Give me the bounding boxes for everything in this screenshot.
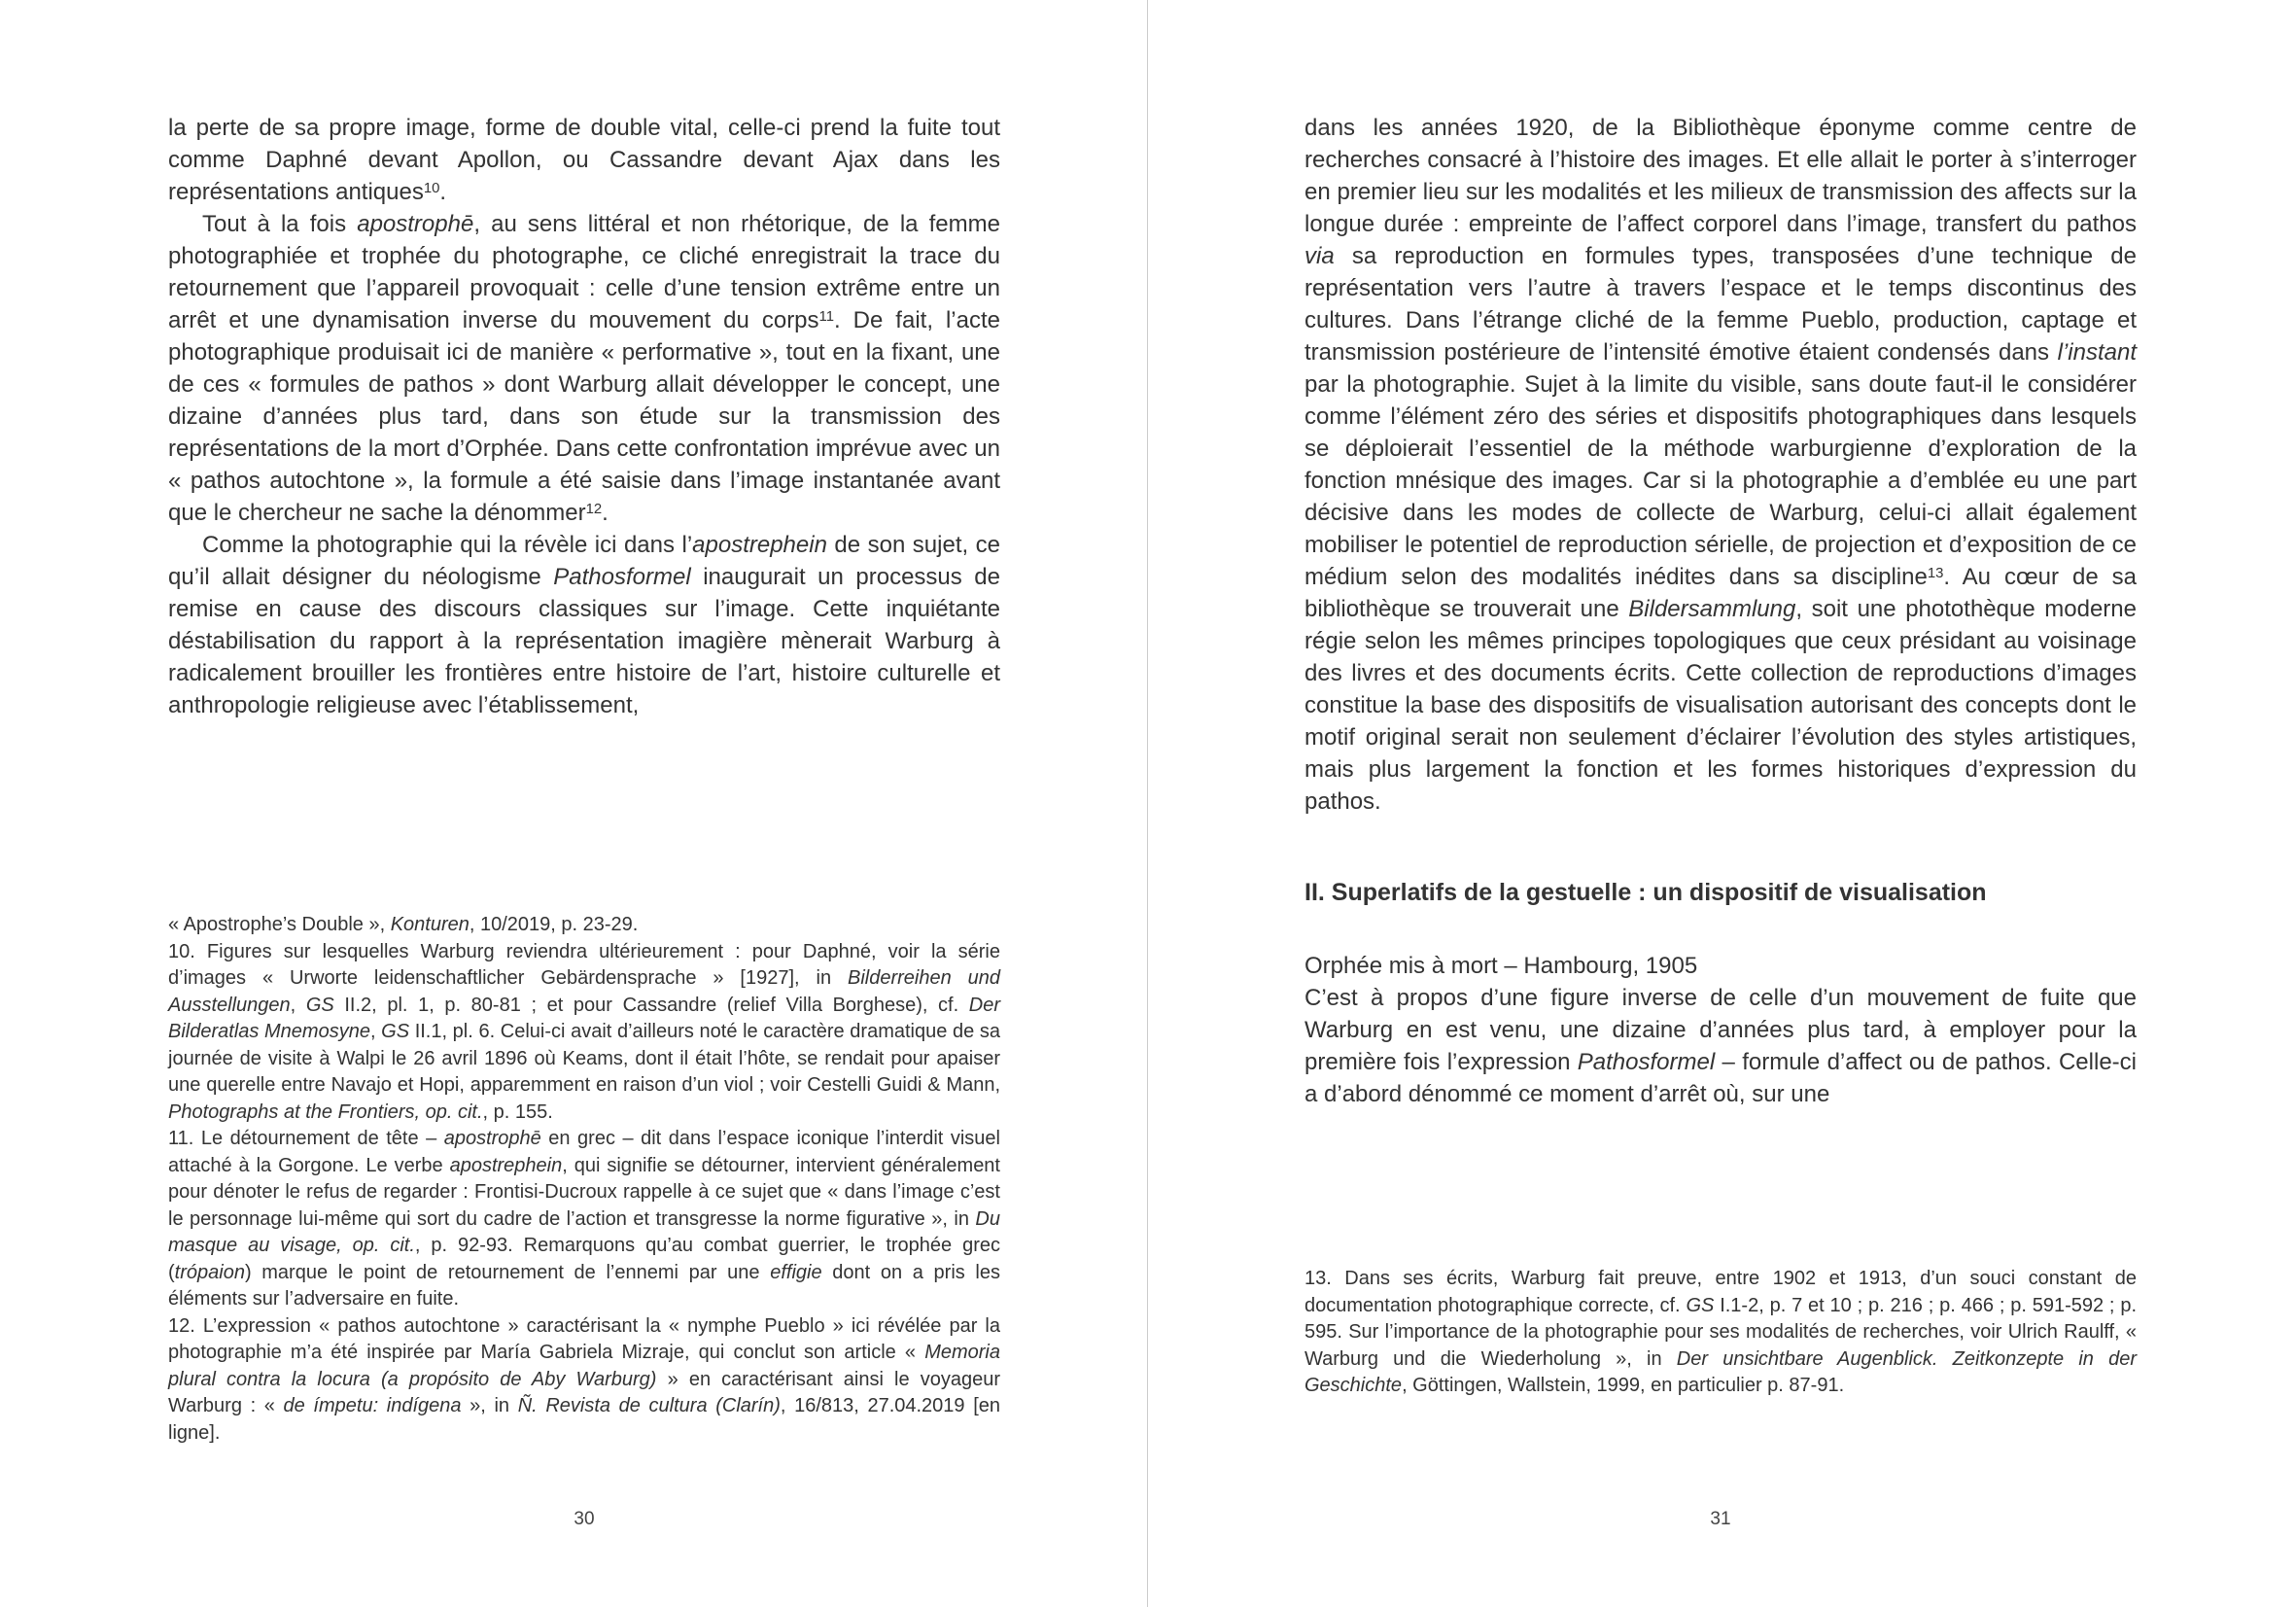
text-run: . xyxy=(439,179,447,205)
italic-text-run: Pathosformel xyxy=(1577,1049,1716,1075)
text-run: . De fait, l’acte photographique produisait ici de manière « performative », tout en la fixant, une de ces « formules de pathos » dont Warburg allait développer le concept, une dizaine d’années plus tard, dans son étude sur la transmission des représentations de la mort d’Orphée. Dans cette confrontation imprévue avec un « pathos autochtone », la formule a été saisie dans l’image instantanée avant que le chercheur ne sache la dénommer xyxy=(168,307,1000,526)
footnote-reference: 12 xyxy=(585,502,603,518)
footnote-reference: 13 xyxy=(1927,566,1944,582)
body-paragraph-4 xyxy=(1305,112,2137,818)
page-left xyxy=(168,0,1000,1607)
text-run: Tout à la fois xyxy=(202,211,358,237)
text-run: II.1, pl. 6. Celui-ci avait d’ailleurs noté le caractère dramatique de sa journée de visite à Walpi le 26 avril 1896 où Keams, dont il était l’hôte, se rendait pour apaiser une querelle entre Navajo et Hopi, apparemment en raison d’un viol ; voir Cestelli Guidi & Mann, xyxy=(168,1021,1000,1096)
text-run: dans les années 1920, de la Bibliothèque éponyme comme centre de recherches consacré à l’histoire des images. Et elle allait le porter à s’interroger en premier lieu sur les modalités et les milieux de transmission des affects sur la longue durée : empreinte de l’affect corporel dans l’image, transfert du pathos xyxy=(1305,115,2137,237)
text-run: ) marque le point de retournement de l’ennemi par une xyxy=(244,1261,771,1283)
text-run: , p. 92-93. Remarquons qu’au combat guerrier, le trophée grec ( xyxy=(168,1235,1000,1283)
italic-text-run: Der unsichtbare Augenblick. Zeitkonzepte in der Geschichte xyxy=(1305,1347,2137,1396)
text-run: , soit une photothèque moderne régie selon les mêmes principes topologiques que ceux présidant au voisinage des livres et des documents écrits. Cette collection de reproductions d’images constitue la base des dispositifs de visualisation autorisant des concepts dont le motif original serait non seulement d’éclairer l’évolution des styles artistiques, mais plus largement la fonction et les formes historiques d’expression du pathos. xyxy=(1305,596,2137,815)
text-run: de son sujet, ce qu’il allait désigner du néologisme xyxy=(168,532,1000,590)
italic-text-run: apostrephein xyxy=(449,1154,563,1176)
text-run: II.2, pl. 1, p. 80-81 ; et pour Cassandre (relief Villa Borghese), cf. xyxy=(333,994,969,1016)
italic-text-run: trópaion xyxy=(174,1261,245,1283)
italic-text-run: Pathosformel xyxy=(553,564,691,590)
footnote-13 xyxy=(1305,1266,2137,1400)
body-paragraph-1 xyxy=(168,112,1000,208)
italic-text-run: GS xyxy=(1686,1294,1715,1316)
body-paragraph-2 xyxy=(168,208,1000,529)
text-run: , 16/813, 27.04.2019 [en ligne]. xyxy=(168,1395,1000,1444)
text-run: » en caractérisant ainsi le voyageur Warburg : « xyxy=(168,1368,1000,1416)
section-heading: II. Superlatifs de la gestuelle : un dispositif de visualisation xyxy=(1305,879,1987,906)
italic-text-run: GS xyxy=(381,1021,410,1042)
footnote-continuation xyxy=(168,912,1000,939)
text-run: , p. 155. xyxy=(482,1100,553,1123)
text-run: . Au cœur de sa bibliothèque se trouverait une xyxy=(1305,564,2137,622)
page-gutter-divider xyxy=(1147,0,1148,1607)
italic-text-run: Bilderreihen und Ausstellungen xyxy=(168,967,1000,1016)
text-run: , xyxy=(369,1021,382,1042)
text-run: – formule d’affect ou de pathos. Celle-ci a d’abord dénommé ce moment d’arrêt où, sur une xyxy=(1305,1049,2137,1107)
text-run: Comme la photographie qui la révèle ici dans l’ xyxy=(202,532,693,558)
text-run: 10. Figures sur lesquelles Warburg reviendra ultérieurement : pour Daphné, voir la série d’images « Urworte leidenschaftlicher Gebärdensprache » [1927], in xyxy=(168,940,1000,989)
text-run: 12. L’expression « pathos autochtone » caractérisant la « nymphe Pueblo » ici révélée par la photographie m’a été inspirée par María Gabriela Mizraje, qui conclut son article « xyxy=(168,1314,1000,1363)
text-run: I.1-2, p. 7 et 10 ; p. 216 ; p. 466 ; p. 591-592 ; p. 595. Sur l’importance de la photographie pour ses modalités de recherches, voir Ulrich Raulff, « Warburg und die Wiederholung », in xyxy=(1305,1294,2138,1370)
italic-text-run: Bildersammlung xyxy=(1628,596,1796,622)
right-body-text xyxy=(1305,112,2137,1110)
italic-text-run: apostrophē xyxy=(357,211,474,237)
italic-text-run: apostrophē xyxy=(443,1128,541,1149)
text-run: « Apostrophe’s Double », xyxy=(168,914,391,935)
text-run: dont on a pris les éléments sur l’adversaire en fuite. xyxy=(168,1261,1001,1310)
text-run: , au sens littéral et non rhétorique, de la femme photographiée et trophée du photographe, ce cliché enregistrait la trace du retournement que l’appareil provoquait : celle d’une tension extrême entre un arrêt et une dynamisation inverse du mouvement du corps xyxy=(168,211,1000,333)
italic-text-run: Der Bilderatlas Mnemosyne xyxy=(168,994,1000,1042)
footnote-12 xyxy=(168,1313,1000,1448)
left-body-text xyxy=(168,112,1000,721)
text-run: 11. Le détournement de tête – xyxy=(168,1128,444,1149)
italic-text-run: Memoria plural contra la locura (a propósito de Aby Warburg) xyxy=(168,1342,1000,1390)
text-run: inaugurait un processus de remise en cause des discours classiques sur l’image. Cette inquiétante déstabilisation du rapport à la représentation imagière mènerait Warburg à radicalement brouiller les frontières entre histoire de l’art, histoire culturelle et anthropologie religieuse avec l’établissement, xyxy=(168,564,1000,718)
text-run: , 10/2019, p. 23-29. xyxy=(469,914,639,935)
text-run: 13. Dans ses écrits, Warburg fait preuve, entre 1902 et 1913, d’un souci constant de documentation photographique correcte, cf. xyxy=(1305,1268,2137,1316)
footnote-10 xyxy=(168,939,1000,1127)
left-footnotes xyxy=(168,912,1000,1447)
text-run: , Göttingen, Wallstein, 1999, en particulier p. 87-91. xyxy=(1402,1375,1845,1396)
italic-text-run: apostrephein xyxy=(692,532,827,558)
italic-text-run: de ímpetu: indígena xyxy=(283,1395,462,1416)
italic-text-run: Photographs at the Frontiers, op. cit. xyxy=(168,1100,483,1123)
text-run: », in xyxy=(461,1395,518,1416)
subsection-heading: Orphée mis à mort – Hambourg, 1905 xyxy=(1305,953,1698,979)
footnote-reference: 11 xyxy=(818,309,834,326)
text-run: par la photographie. Sujet à la limite du visible, sans doute faut-il le considérer comme l’élément zéro des séries et dispositifs photographiques dans lesquels se déploierait l’essentiel de la méthode warburgienne d’exploration de la fonction mnésique des images. Car si la photographie a d’emblée eu une part décisive dans les modes de collecte de Warburg, celui-ci allait également mobiliser le potentiel de reproduction sérielle, de projection et d’exposition de ce médium selon des modalités inédites dans sa discipline xyxy=(1305,371,2137,590)
italic-text-run: GS xyxy=(305,994,334,1016)
italic-text-run: effigie xyxy=(770,1261,822,1283)
italic-text-run: l’instant xyxy=(2057,339,2137,366)
text-run: , qui signifie se détourner, intervient généralement pour dénoter le refus de regarder : Frontisi-Ducroux rappelle à ce sujet que « dans l’image c’est le personnage lui-même qui sort du cadre de l’action et transgresse la norme figurative », in xyxy=(168,1154,1000,1230)
body-paragraph-5 xyxy=(1305,982,2137,1110)
footnote-11 xyxy=(168,1126,1000,1313)
text-run: . xyxy=(602,500,609,526)
page-right xyxy=(1305,0,2137,1607)
italic-text-run: Konturen xyxy=(390,914,470,935)
italic-text-run: via xyxy=(1305,243,1335,269)
page-number-right: 31 xyxy=(1710,1509,1731,1529)
text-run: la perte de sa propre image, forme de double vital, celle-ci prend la fuite tout comme Daphné devant Apollon, ou Cassandre devant Ajax dans les représentations antiques xyxy=(168,115,1000,205)
text-run: en grec – dit dans l’espace iconique l’interdit visuel attaché à la Gorgone. Le verbe xyxy=(168,1128,1000,1176)
body-paragraph-3 xyxy=(168,529,1000,721)
text-run: C’est à propos d’une figure inverse de celle d’un mouvement de fuite que Warburg en est venu, une dizaine d’années plus tard, à employer pour la première fois l’expression xyxy=(1305,985,2137,1075)
text-run: , xyxy=(290,994,306,1016)
right-footnotes xyxy=(1305,1266,2137,1400)
page-number-left: 30 xyxy=(574,1509,595,1529)
italic-text-run: Ñ. Revista de cultura (Clarín) xyxy=(517,1395,781,1416)
footnote-reference: 10 xyxy=(423,181,440,197)
italic-text-run: Du masque au visage, op. cit. xyxy=(168,1207,1000,1256)
text-run: sa reproduction en formules types, transposées d’une technique de représentation vers l’autre à travers l’espace et le temps discontinus des cultures. Dans l’étrange cliché de la femme Pueblo, production, captage et transmission postérieure de l’intensité émotive étaient condensés dans xyxy=(1305,243,2137,366)
